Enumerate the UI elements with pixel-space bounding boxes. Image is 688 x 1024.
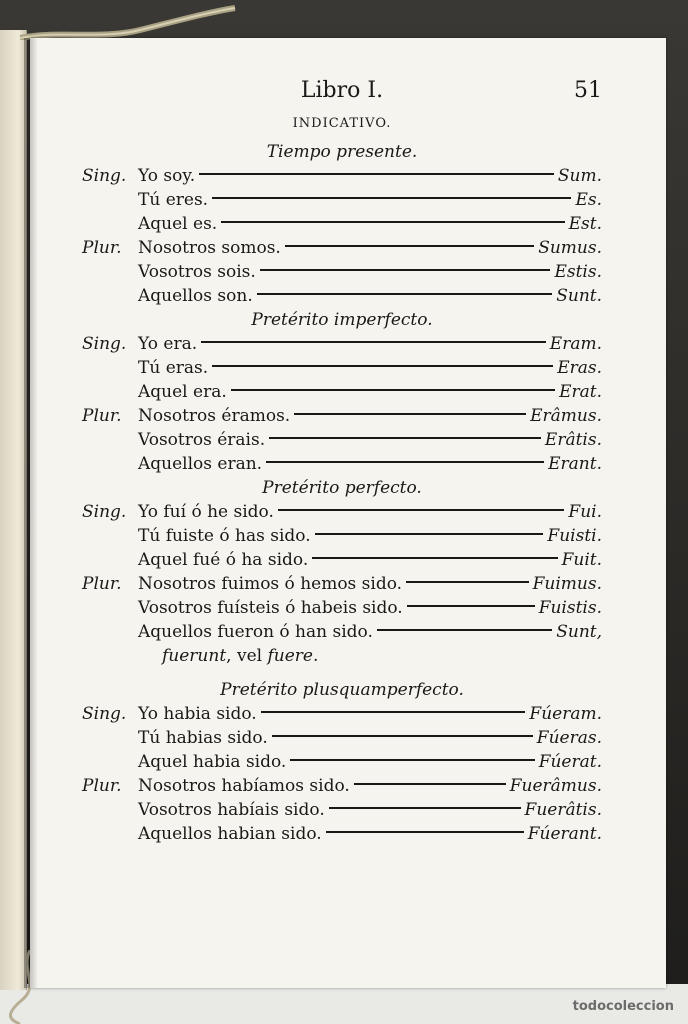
spanish-form: Nosotros habíamos sido. (138, 776, 350, 796)
latin-form: Eram. (549, 334, 602, 354)
spanish-form: Vosotros habíais sido. (138, 800, 325, 820)
grammatical-number: Sing. (82, 166, 127, 186)
leader-line (261, 711, 526, 713)
latin-form: Estis. (554, 262, 602, 282)
spanish-form: Nosotros somos. (138, 238, 281, 258)
spanish-form: Aquel fué ó ha sido. (138, 550, 309, 570)
latin-form: Erâtis. (544, 430, 602, 450)
spanish-form: Tú fuiste ó has sido. (138, 526, 311, 546)
spanish-form: Aquellos fueron ó han sido. (138, 622, 373, 642)
leader-line (269, 437, 541, 439)
conjugation-row (82, 164, 602, 188)
leader-line (407, 605, 535, 607)
spanish-form: Nosotros éramos. (138, 406, 291, 426)
conjugation-row (82, 188, 602, 212)
leader-line (199, 173, 554, 175)
leader-line (231, 389, 555, 391)
grammatical-number: Plur. (82, 574, 122, 594)
conjugation-row (82, 572, 602, 596)
latin-form: Sunt, (556, 622, 602, 642)
latin-form: Fuimus. (532, 574, 602, 594)
conjugation-row (82, 428, 602, 452)
section-gap (82, 668, 602, 678)
latin-form: Fuisti. (547, 526, 602, 546)
conjugation-row (82, 620, 602, 644)
latin-form: Sunt. (556, 286, 602, 306)
conjugation-row (82, 380, 602, 404)
grammatical-number: Sing. (82, 334, 127, 354)
tense-heading: Pretérito plusquamperfecto. (220, 680, 464, 700)
spanish-form: Aquellos eran. (138, 454, 263, 474)
spanish-form: Aquel habia sido. (138, 752, 287, 772)
latin-form: Fúeras. (536, 728, 602, 748)
grammatical-number: Plur. (82, 238, 122, 258)
latin-form: Erant. (548, 454, 602, 474)
continuation-line (82, 644, 602, 668)
left-page-edge (0, 30, 27, 990)
conjugation-row (82, 332, 602, 356)
watermark: todocoleccion (572, 999, 674, 1014)
conjugation-row (82, 524, 602, 548)
spanish-form: Tú eras. (138, 358, 209, 378)
leader-line (329, 807, 521, 809)
leader-line (315, 533, 544, 535)
grammatical-number: Plur. (82, 406, 122, 426)
leader-line (212, 197, 571, 199)
latin-form: Fúeram. (529, 704, 602, 724)
leader-line (212, 365, 553, 367)
connector-text: , vel (226, 646, 268, 666)
latin-form: Eras. (557, 358, 602, 378)
conjugation-row (82, 798, 602, 822)
spanish-form: Vosotros fuísteis ó habeis sido. (138, 598, 403, 618)
latin-form: Erat. (559, 382, 602, 402)
latin-form: Erâmus. (530, 406, 602, 426)
leader-line (354, 783, 506, 785)
tense-heading: Pretérito imperfecto. (251, 310, 433, 330)
latin-form: Fui. (568, 502, 602, 522)
latin-form: Fúerant. (527, 824, 602, 844)
conjugation-row (82, 404, 602, 428)
spanish-form: Aquel era. (138, 382, 227, 402)
spanish-form: Tú eres. (138, 190, 209, 210)
leader-line (406, 581, 529, 583)
conjugation-row (82, 822, 602, 846)
latin-form: Fúerat. (538, 752, 602, 772)
spanish-form: Tú habias sido. (138, 728, 268, 748)
leader-line (285, 245, 534, 247)
latin-variant: fuerunt (162, 646, 227, 666)
leader-line (377, 629, 552, 631)
conjugation-row (82, 284, 602, 308)
latin-form: Fuit. (561, 550, 602, 570)
latin-form: Sumus. (538, 238, 602, 258)
spanish-form: Yo era. (138, 334, 198, 354)
conjugation-row (82, 236, 602, 260)
spanish-form: Vosotros érais. (138, 430, 266, 450)
leader-line (260, 269, 551, 271)
latin-form: Fuistis. (538, 598, 602, 618)
conjugation-row (82, 702, 602, 726)
leader-line (272, 735, 533, 737)
conjugation-row (82, 212, 602, 236)
conjugation-row (82, 500, 602, 524)
book-title: Libro I. (300, 78, 384, 103)
grammatical-number: Sing. (82, 502, 127, 522)
conjugation-row (82, 356, 602, 380)
grammatical-number: Plur. (82, 776, 122, 796)
spanish-form: Yo habia sido. (138, 704, 257, 724)
spanish-form: Nosotros fuimos ó hemos sido. (138, 574, 403, 594)
conjugation-row (82, 260, 602, 284)
spanish-form: Vosotros sois. (138, 262, 256, 282)
conjugation-row (82, 774, 602, 798)
leader-line (290, 759, 534, 761)
conjugation-tables (82, 140, 602, 846)
spanish-form: Aquellos habian sido. (138, 824, 322, 844)
tense-heading: Pretérito perfecto. (262, 478, 422, 498)
spanish-form: Aquel es. (138, 214, 218, 234)
running-head (82, 78, 602, 112)
leader-line (326, 831, 524, 833)
spanish-form: Yo soy. (138, 166, 196, 186)
latin-variant: fuere. (267, 646, 319, 666)
conjugation-row (82, 548, 602, 572)
latin-form: Es. (575, 190, 602, 210)
page-number: 51 (574, 78, 602, 103)
spanish-form: Aquellos son. (138, 286, 253, 306)
latin-form: Fuerâtis. (524, 800, 602, 820)
page-content (82, 78, 602, 846)
gutter-shadow (24, 38, 38, 988)
conjugation-row (82, 596, 602, 620)
conjugation-row (82, 726, 602, 750)
leader-line (312, 557, 557, 559)
tense-heading: Tiempo presente. (266, 142, 418, 162)
leader-line (257, 293, 553, 295)
conjugation-row (82, 452, 602, 476)
leader-line (294, 413, 526, 415)
grammatical-number: Sing. (82, 704, 127, 724)
latin-form: Sum. (557, 166, 602, 186)
leader-line (201, 341, 546, 343)
conjugation-row (82, 750, 602, 774)
bookmark-ribbon (20, 0, 240, 40)
latin-form: Fuerâmus. (509, 776, 602, 796)
leader-line (266, 461, 544, 463)
leader-line (221, 221, 564, 223)
leader-line (278, 509, 565, 511)
spanish-form: Yo fuí ó he sido. (138, 502, 274, 522)
section-heading: INDICATIVO. (292, 116, 392, 131)
book-page (30, 38, 666, 988)
latin-form: Est. (568, 214, 602, 234)
